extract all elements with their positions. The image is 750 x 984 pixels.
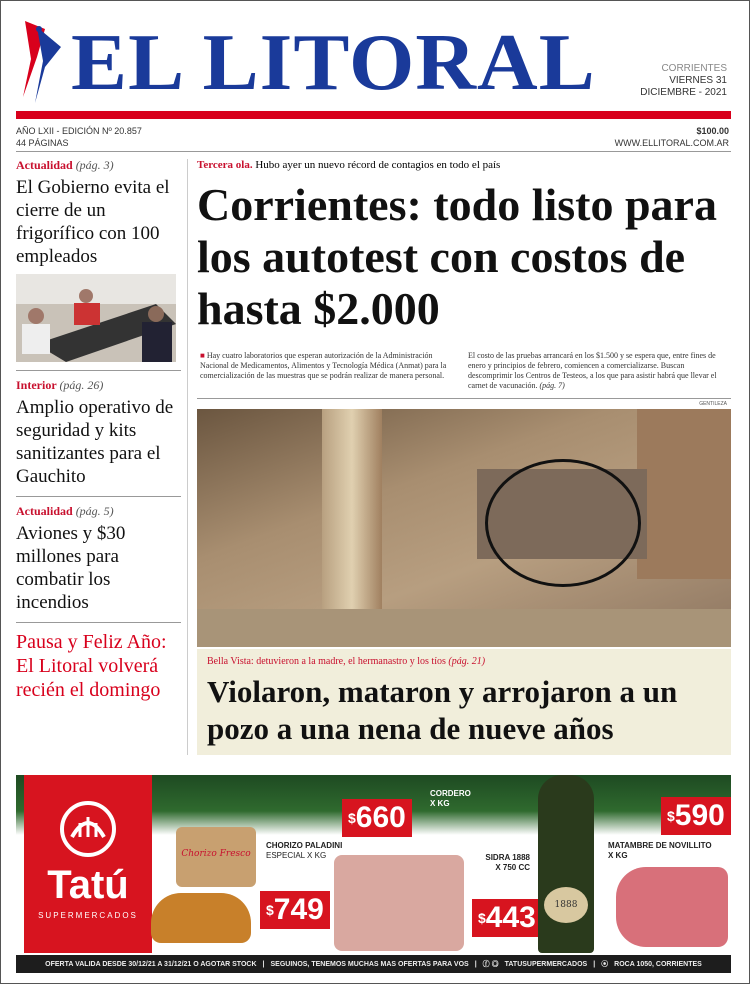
matambre-image <box>616 867 728 947</box>
meeting-photo <box>16 274 176 362</box>
tatu-ad[interactable] <box>16 775 731 973</box>
divider <box>197 398 731 399</box>
column-divider <box>187 159 188 755</box>
second-headline: Violaron, mataron y arrojaron a un pozo a una nena de nueve años <box>207 674 678 746</box>
kicker-text: Bella Vista: detuvieron a la madre, el hermanastro y los tíos <box>207 656 446 667</box>
brand-panel <box>24 775 152 953</box>
footer-text: OFERTA VALIDA DESDE 30/12/21 A 31/12/21 O AGOTAR STOCK <box>45 960 257 968</box>
divider <box>16 370 181 371</box>
website: WWW.ELLITORAL.COM.AR <box>614 138 729 148</box>
photo-credit: GENTILEZA <box>699 401 727 407</box>
price: $100.00 <box>696 126 729 136</box>
page-ref: (pág. 3) <box>75 158 114 172</box>
sidebar-story[interactable] <box>16 504 181 614</box>
city: CORRIENTES <box>661 63 727 74</box>
edition: AÑO LXII - EDICIÓN Nº 20.857 <box>16 126 142 136</box>
social-icons: ⓕ ◎ <box>482 961 499 968</box>
day: VIERNES 31 <box>669 75 727 86</box>
price-tag: $443 <box>472 899 542 937</box>
summary-text: El costo de las pruebas arrancará en los $1.500 y se espera que, entre fines de enero y principios de febrero, comiencen a comercializarse. Buscan descomprimir los Centros de Testeos, a los que para asistir habrá que llevar el carnet de vacunación. <box>468 351 717 390</box>
price-tag: $749 <box>260 891 330 929</box>
product-label: SIDRA 1888 X 750 CC <box>485 853 530 872</box>
summary-text: Hay cuatro laboratorios que esperan autorización de la Administración Nacional de Medicamentos, Alimentos y Tecnología Médica (Anmat) para la comercialización de las muestras que se podrán realizar de manera personal. <box>200 351 447 380</box>
lead-kicker <box>197 158 737 172</box>
kicker-label: Tercera ola. <box>197 159 253 171</box>
date-box <box>640 63 727 99</box>
armadillo-logo-icon <box>58 799 118 859</box>
sidebar-story[interactable] <box>16 158 181 268</box>
price-tag: $590 <box>661 797 731 835</box>
brand-sub: SUPERMERCADOS <box>38 911 138 920</box>
product-label: CHORIZO PALADINI ESPECIAL X KG <box>266 841 343 860</box>
masthead-title: EL LITORAL <box>71 19 596 107</box>
sidebar-headline: Amplio operativo de seguridad y kits sanitizantes para el Gauchito <box>16 397 174 487</box>
price-tag: $660 <box>342 799 412 837</box>
page-ref: (pág. 5) <box>75 504 114 518</box>
cider-bottle: 1888 <box>538 775 594 953</box>
logo-bird-icon <box>15 17 65 105</box>
brand-name: Tatú <box>47 863 129 907</box>
page-ref: (pág. 7) <box>539 381 565 390</box>
section-label: Actualidad <box>16 158 73 172</box>
page-ref: (pág. 26) <box>59 378 104 392</box>
location-pin-icon: ⦿ <box>601 961 609 968</box>
address: ROCA 1050, CORRIENTES <box>614 960 702 968</box>
highlight-circle <box>485 459 641 587</box>
sidebar-story[interactable] <box>16 378 181 488</box>
chorizo-pack: Chorizo Fresco <box>176 827 256 887</box>
section-label: Interior <box>16 378 57 392</box>
footer-text: SEGUINOS, TENEMOS MUCHAS MAS OFERTAS PARA VOS <box>270 960 469 968</box>
lead-headline[interactable]: Corrientes: todo listo para los autotest con costos de hasta $2.000 <box>197 179 717 334</box>
product-label: MATAMBRE DE NOVILLITO X KG <box>608 841 712 860</box>
page-ref: (pág. 21) <box>448 656 486 667</box>
summary-left: ■ Hay cuatro laboratorios que esperan autorización de la Administración Nacional de Medicamentos, Alimentos y Tecnología Médica (Anmat) para la comercialización de las muestras que se podrán realizar de manera personal. <box>200 351 447 380</box>
sidebar-headline: Aviones y $30 millones para combatir los incendios <box>16 523 126 613</box>
lead-photo <box>197 409 731 647</box>
section-label: Actualidad <box>16 504 73 518</box>
notice-headline[interactable]: Pausa y Feliz Año: El Litoral volverá recién el domingo <box>16 631 167 701</box>
lamb-image <box>334 855 464 951</box>
sidebar <box>16 158 181 702</box>
divider <box>16 496 181 497</box>
social-handle[interactable]: TATUSUPERMERCADOS <box>504 960 588 968</box>
pages: 44 PÁGINAS <box>16 138 69 148</box>
product-label: CORDERO X KG <box>430 789 471 808</box>
kicker-text: Hubo ayer un nuevo récord de contagios en todo el país <box>255 159 501 171</box>
divider <box>16 151 731 152</box>
ad-footer: OFERTA VALIDA DESDE 30/12/21 A 31/12/21 O AGOTAR STOCK | SEGUINOS, TENEMOS MUCHAS MAS OFERTAS PARA VOS | ⓕ ◎ TATUSUPERMERCADOS | ⦿ ROCA 1050, CORRIENTES <box>16 955 731 973</box>
red-bar <box>16 111 731 119</box>
divider <box>16 622 181 623</box>
summary-right <box>468 351 730 391</box>
sidebar-headline: El Gobierno evita el cierre de un frigorífico con 100 empleados <box>16 177 170 267</box>
date: DICIEMBRE - 2021 <box>640 87 727 98</box>
sandwich-image <box>151 893 251 943</box>
second-story[interactable] <box>197 649 731 755</box>
